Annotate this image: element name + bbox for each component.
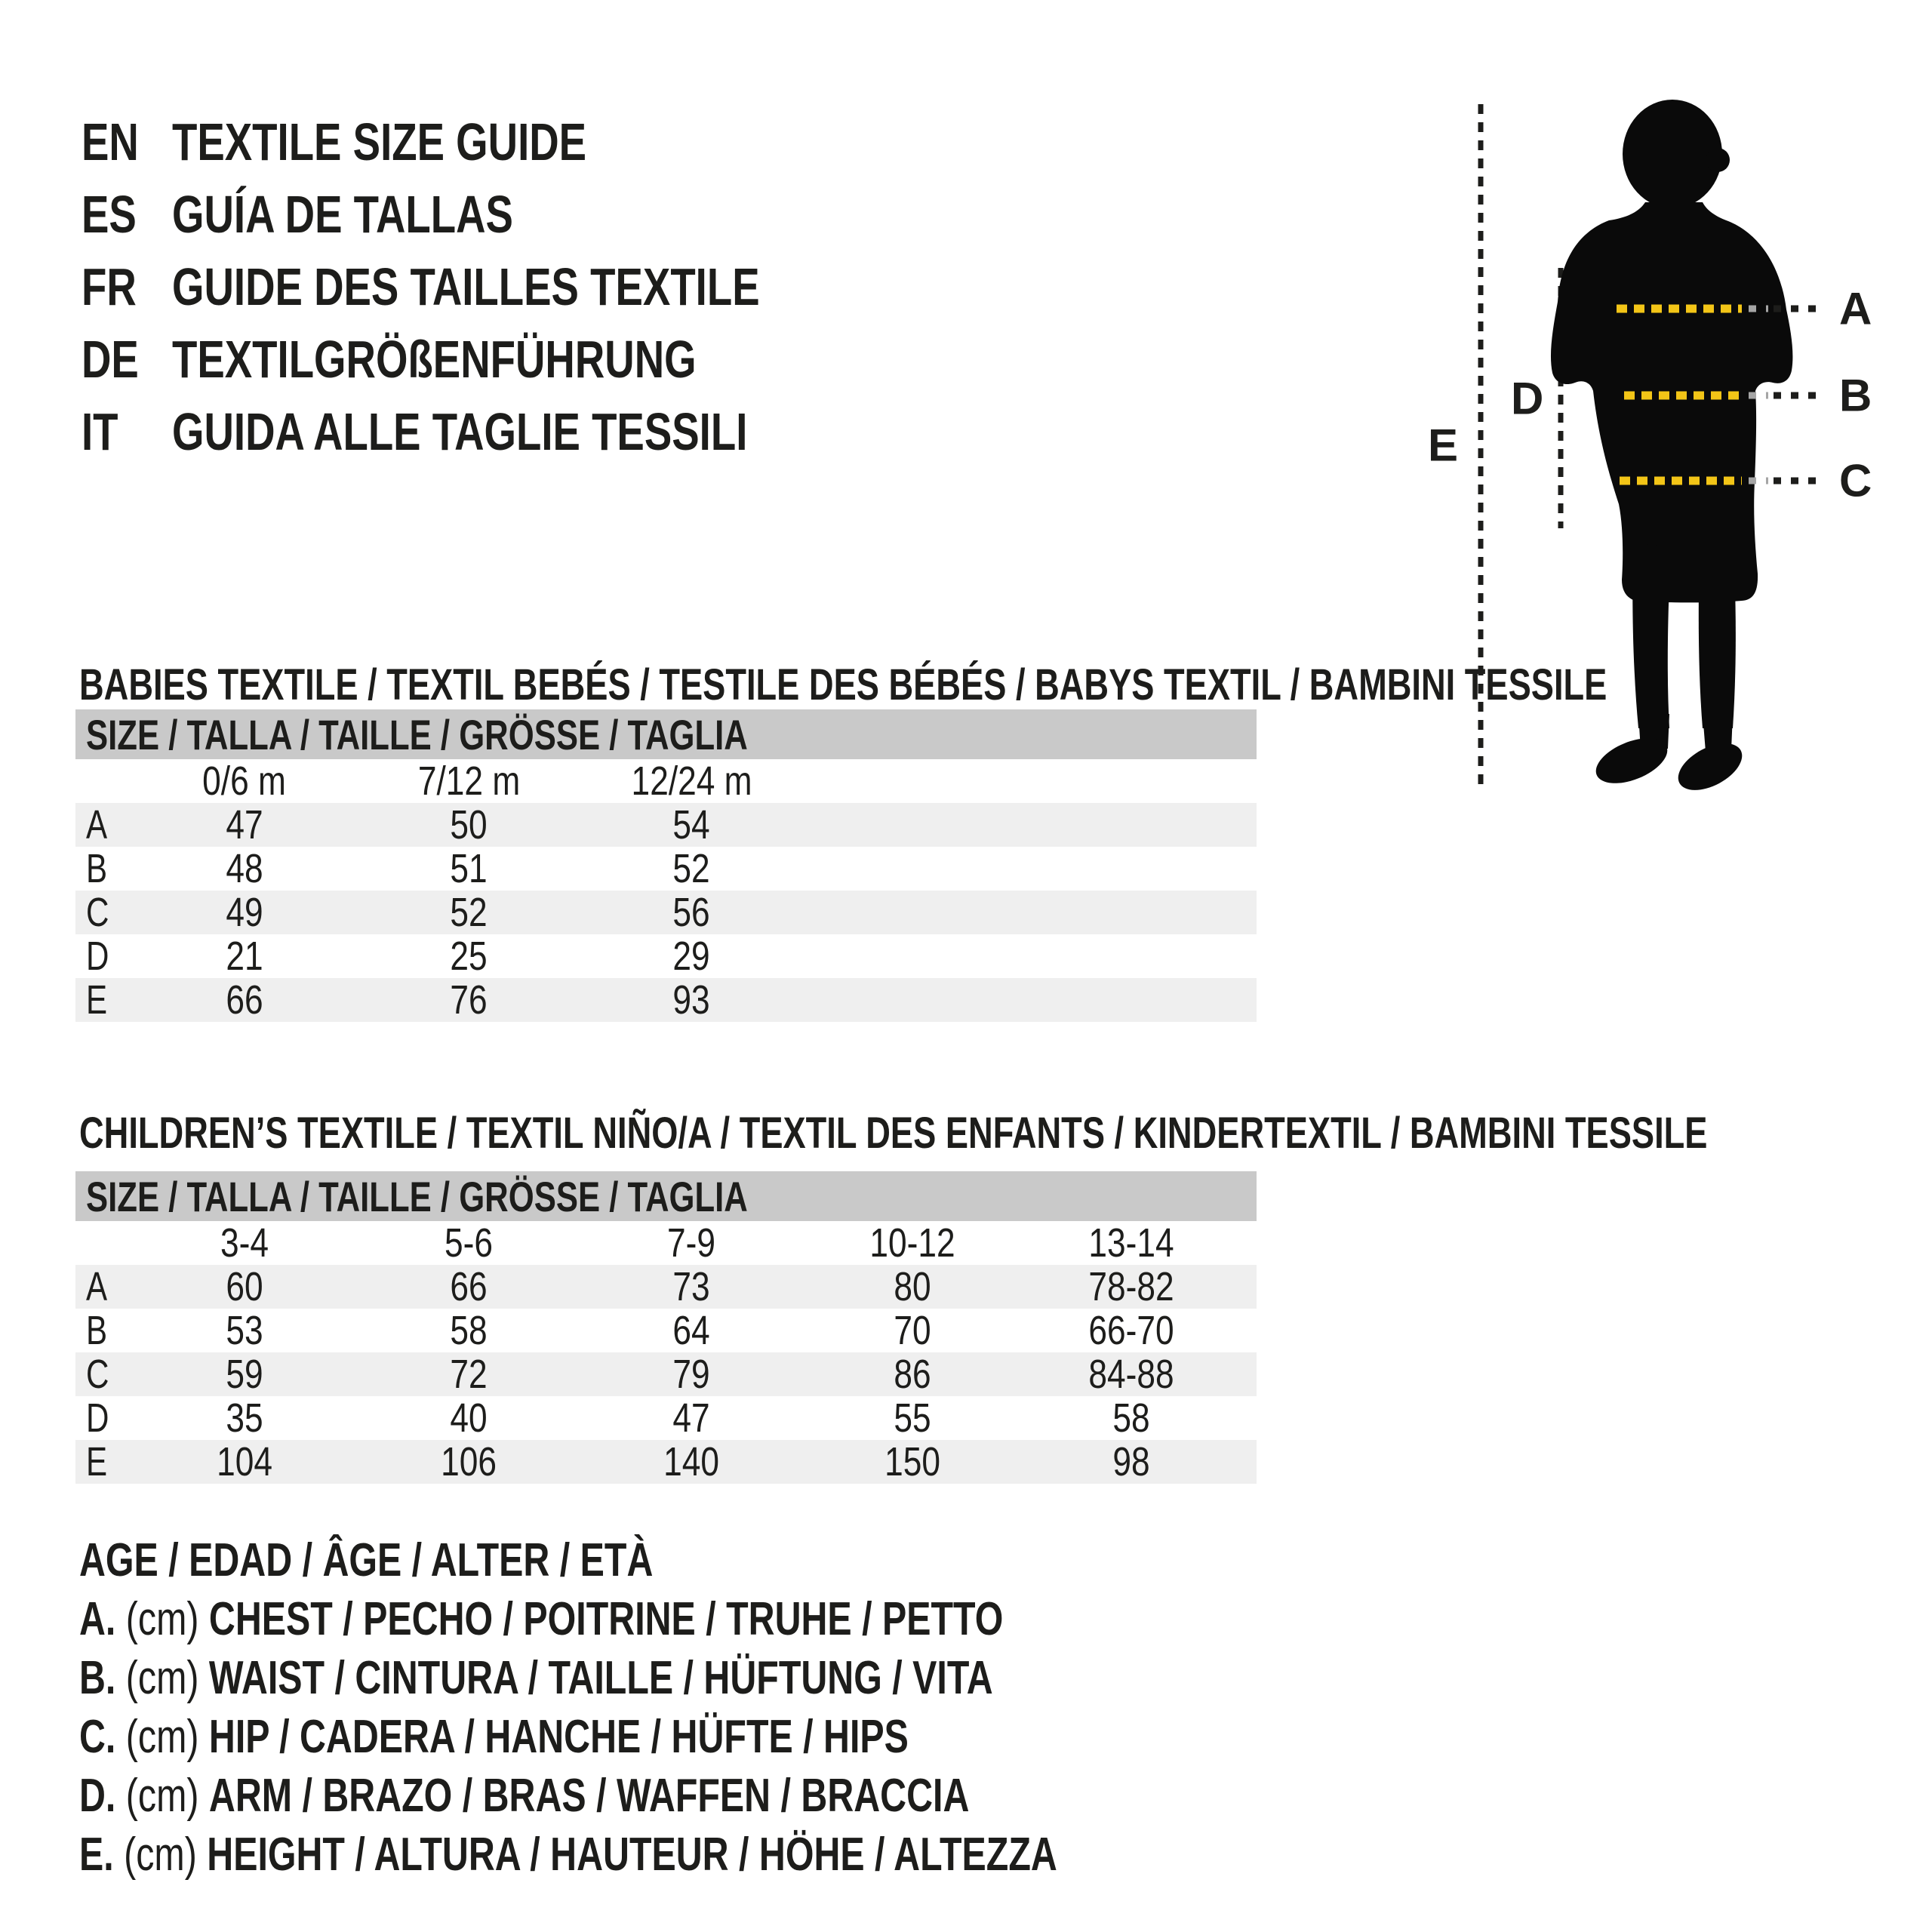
arm-label-d: D	[1511, 373, 1544, 424]
language-row-fr	[82, 251, 925, 323]
waist-label-b: B	[1839, 370, 1872, 421]
language-title: TEXTILGRÖßENFÜHRUNG	[172, 330, 697, 389]
table-row	[75, 934, 1257, 978]
table-row	[75, 1440, 1257, 1484]
legend-item-chest	[79, 1589, 1333, 1648]
cell-value: 60	[226, 1264, 263, 1309]
language-title: TEXTILE SIZE GUIDE	[172, 112, 587, 171]
cell-value: 80	[894, 1264, 931, 1309]
column-header: 7/12 m	[417, 758, 521, 804]
legend-unit: (cm)	[125, 1651, 199, 1704]
cell-value: 106	[441, 1439, 497, 1484]
table-row	[75, 1396, 1257, 1440]
column-header: 12/24 m	[631, 758, 752, 804]
legend-item-waist	[79, 1648, 1333, 1707]
legend-key: B.	[79, 1651, 116, 1704]
language-title-list	[82, 106, 925, 468]
cell-value: 47	[672, 1395, 711, 1441]
language-row-en	[82, 106, 925, 178]
babies-size-header-bar: SIZE / TALLA / TAILLE / GRÖSSE / TAGLIA	[75, 709, 1257, 759]
cell-value: 29	[672, 934, 711, 979]
cell-value: 70	[894, 1308, 931, 1353]
legend-label: CHEST / PECHO / POITRINE / TRUHE / PETTO	[208, 1592, 1004, 1645]
cell-value: 40	[450, 1395, 488, 1441]
children-column-header-row	[75, 1221, 1257, 1265]
cell-value: 66	[450, 1264, 488, 1309]
cell-value: 50	[450, 802, 488, 848]
cell-value: 21	[226, 934, 263, 979]
table-row	[75, 803, 1257, 847]
row-label: A	[86, 1264, 108, 1309]
cell-value: 104	[217, 1439, 272, 1484]
cell-value: 25	[450, 934, 488, 979]
cell-value: 55	[894, 1395, 931, 1441]
cell-value: 47	[226, 802, 263, 848]
table-row	[75, 1352, 1257, 1396]
chest-label-a: A	[1839, 283, 1872, 334]
cell-value: 49	[226, 890, 263, 935]
cell-value: 76	[450, 977, 488, 1023]
cell-value: 93	[672, 977, 711, 1023]
legend-unit: (cm)	[125, 1710, 199, 1763]
cell-value: 98	[1112, 1439, 1150, 1484]
row-label: B	[86, 846, 108, 891]
table-row	[75, 847, 1257, 891]
legend-label: HEIGHT / ALTURA / HAUTEUR / HÖHE / ALTEZZA	[207, 1828, 1057, 1881]
legend-age-line: AGE / EDAD / ÂGE / ALTER / ETÀ	[79, 1534, 654, 1586]
language-code: IT	[82, 402, 118, 461]
language-row-it	[82, 395, 925, 468]
cell-value: 59	[226, 1352, 263, 1397]
children-section-title: CHILDREN’S TEXTILE / TEXTIL NIÑO/A / TEXTIL DES ENFANTS / KINDERTEXTIL / BAMBINI TESSILE	[79, 1109, 1708, 1158]
hip-label-c: C	[1839, 455, 1872, 506]
cell-value: 58	[450, 1308, 488, 1353]
cell-value: 54	[672, 802, 711, 848]
column-header: 0/6 m	[202, 758, 287, 804]
cell-value: 73	[672, 1264, 711, 1309]
row-label: C	[86, 1352, 109, 1397]
babies-size-table	[75, 709, 1257, 1022]
language-code: ES	[82, 185, 137, 244]
babies-column-header-row	[75, 759, 1257, 803]
cell-value: 66	[226, 977, 263, 1023]
legend-label: HIP / CADERA / HANCHE / HÜFTE / HIPS	[208, 1710, 909, 1763]
legend-key: E.	[79, 1828, 114, 1881]
row-label: D	[86, 934, 109, 979]
table-row	[75, 1309, 1257, 1352]
cell-value: 79	[672, 1352, 711, 1397]
row-label: E	[86, 977, 108, 1023]
table-row	[75, 1265, 1257, 1309]
row-label: D	[86, 1395, 109, 1441]
language-title: GUIDE DES TAILLES TEXTILE	[172, 257, 760, 316]
column-header: 7-9	[667, 1220, 716, 1266]
legend-unit: (cm)	[125, 1592, 199, 1645]
legend-key: D.	[79, 1769, 116, 1822]
language-code: FR	[82, 257, 137, 316]
children-size-table	[75, 1171, 1257, 1484]
row-label: E	[86, 1439, 108, 1484]
legend-key: C.	[79, 1710, 116, 1763]
cell-value: 56	[672, 890, 711, 935]
legend-item-arm	[79, 1766, 1333, 1825]
legend-unit: (cm)	[124, 1828, 197, 1881]
language-code: EN	[82, 112, 139, 171]
babies-section-title: BABIES TEXTILE / TEXTIL BEBÉS / TESTILE DES BÉBÉS / BABYS TEXTIL / BAMBINI TESSILE	[79, 660, 1607, 709]
row-label: A	[86, 802, 108, 848]
measurement-legend	[79, 1531, 1333, 1884]
language-title: GUÍA DE TALLAS	[172, 185, 513, 244]
cell-value: 140	[663, 1439, 720, 1484]
cell-value: 48	[226, 846, 263, 891]
cell-value: 52	[672, 846, 711, 891]
row-label: C	[86, 890, 109, 935]
cell-value: 35	[226, 1395, 263, 1441]
cell-value: 72	[450, 1352, 488, 1397]
cell-value: 64	[672, 1308, 711, 1353]
legend-item-hip	[79, 1707, 1333, 1766]
cell-value: 52	[450, 890, 488, 935]
language-code: DE	[82, 330, 139, 389]
row-label: B	[86, 1308, 108, 1353]
cell-value: 84-88	[1088, 1352, 1174, 1397]
cell-value: 78-82	[1088, 1264, 1174, 1309]
language-title: GUIDA ALLE TAGLIE TESSILI	[172, 402, 748, 461]
legend-label: ARM / BRAZO / BRAS / WAFFEN / BRACCIA	[208, 1769, 970, 1822]
height-label-e: E	[1428, 420, 1459, 471]
legend-unit: (cm)	[125, 1769, 199, 1822]
column-header: 3-4	[220, 1220, 269, 1266]
column-header: 5-6	[445, 1220, 494, 1266]
language-row-de	[82, 323, 925, 395]
legend-label: WAIST / CINTURA / TAILLE / HÜFTUNG / VITA	[208, 1651, 993, 1704]
cell-value: 150	[884, 1439, 940, 1484]
table-row	[75, 978, 1257, 1022]
legend-item-height	[79, 1825, 1333, 1884]
cell-value: 58	[1112, 1395, 1150, 1441]
column-header: 13-14	[1088, 1220, 1174, 1266]
children-size-header-bar: SIZE / TALLA / TAILLE / GRÖSSE / TAGLIA	[75, 1171, 1257, 1221]
language-row-es	[82, 178, 925, 251]
cell-value: 66-70	[1088, 1308, 1174, 1353]
table-row	[75, 891, 1257, 934]
cell-value: 53	[226, 1308, 263, 1353]
column-header: 10-12	[869, 1220, 955, 1266]
cell-value: 86	[894, 1352, 931, 1397]
cell-value: 51	[450, 846, 488, 891]
legend-key: A.	[79, 1592, 116, 1645]
